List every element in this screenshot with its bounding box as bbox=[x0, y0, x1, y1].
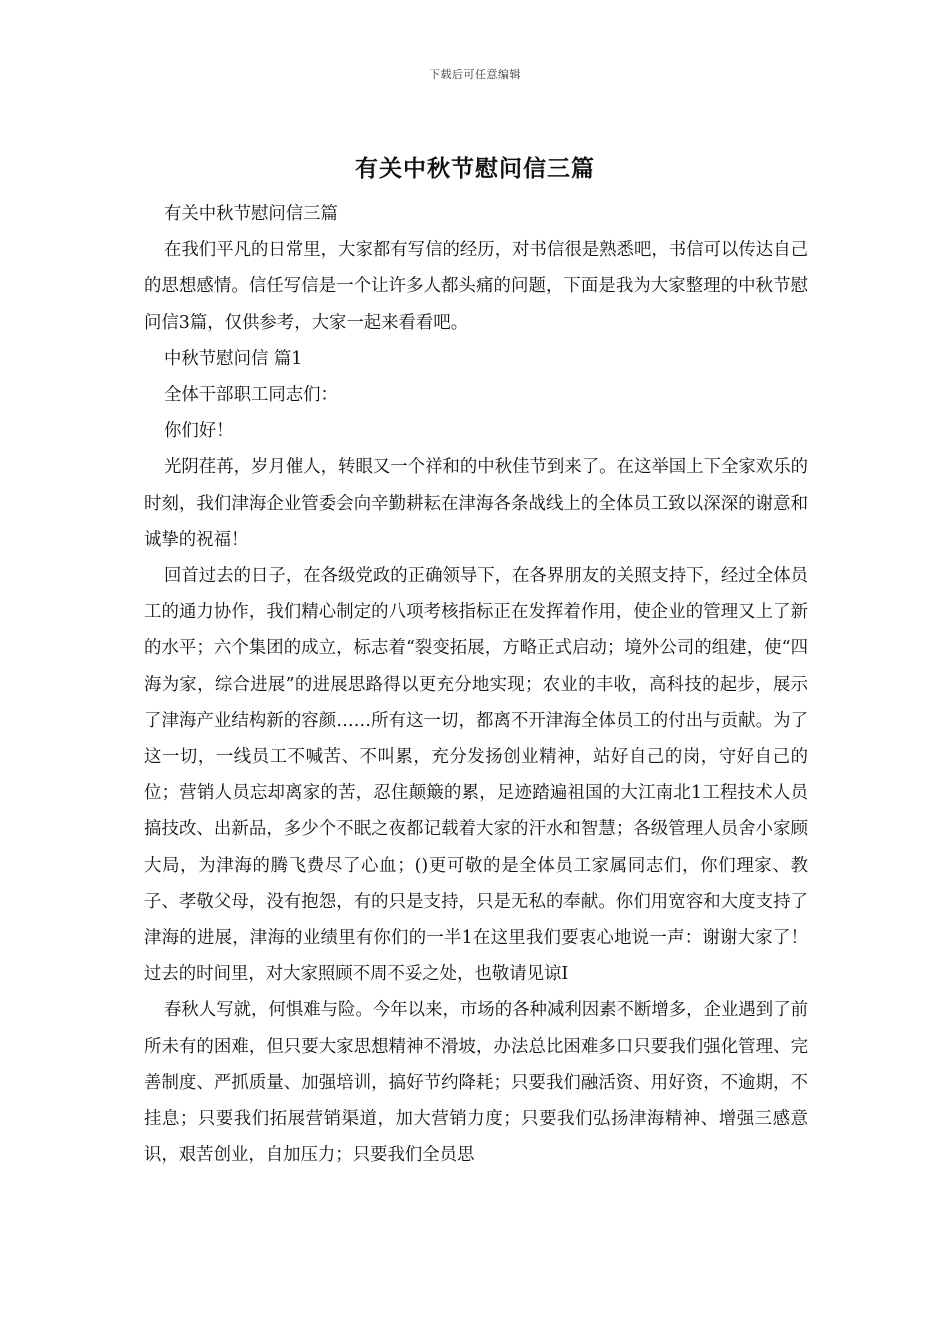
intro-paragraph: 在我们平凡的日常里，大家都有写信的经历，对书信很是熟悉吧，书信可以传达自己的思想感情。信任写信是一个让许多人都头痛的问题，下面是我为大家整理的中秋节慰问信3篇，仅供参考，大家一起来看看吧。 bbox=[144, 240, 808, 333]
body-paragraph: 光阴荏苒，岁月催人，转眼又一个祥和的中秋佳节到来了。在这举国上下全家欢乐的时刻，我们津海企业管委会向辛勤耕耘在津海各条战线上的全体员工致以深深的谢意和诚挚的祝福！ bbox=[144, 457, 808, 550]
section-heading: 中秋节慰问信 篇1 bbox=[164, 348, 303, 369]
salutation: 全体干部职工同志们： bbox=[164, 385, 338, 406]
subtitle-paragraph: 有关中秋节慰问信三篇 bbox=[164, 204, 338, 224]
document-body bbox=[144, 196, 808, 1173]
download-note: 下载后可任意编辑 bbox=[429, 68, 521, 81]
body-paragraph: 回首过去的日子，在各级党政的正确领导下，在各界朋友的关照支持下，经过全体员工的通力协作，我们精心制定的八项考核指标正在发挥着作用，使企业的管理又上了新的水平；六个集团的成立，标志着“裂变拓展，方略正式启动；境外公司的组建，使“四海为家，综合进展”的进展思路得以更充分地实现；农业的丰收，高科技的起步，展示了津海产业结构新的容颜……所有这一切，都离不开津海全体员工的付出与贡献。为了这一切，一线员工不喊苦、不叫累，充分发扬创业精神，站好自己的岗，守好自己的位；营销人员忘却离家的苦，忍住颠簸的累，足迹踏遍祖国的大江南北1工程技术人员搞技改、出新品，多少个不眠之夜都记载着大家的汗水和智慧；各级管理人员舍小家顾大局，为津海的腾飞费尽了心血；()更可敬的是全体员工家属同志们，你们理家、教子、孝敬父母，没有抱怨，有的只是支持，只是无私的奉献。你们用宽容和大度支持了津海的进展，津海的业绩里有你们的一半1在这里我们要衷心地说一声：谢谢大家了！过去的时间里，对大家照顾不周不妥之处，也敬请见谅I bbox=[144, 566, 808, 985]
body-paragraph: 春秋人写就，何惧难与险。今年以来，市场的各种减利因素不断增多，企业遇到了前所未有的困难，但只要大家思想精神不滑坡，办法总比困难多口只要我们强化管理、完善制度、严抓质量、加强培训，搞好节约降耗；只要我们融活资、用好资，不逾期，不挂息；只要我们拓展营销渠道，加大营销力度；只要我们弘扬津海精神、增强三感意识，艰苦创业，自加压力；只要我们全员思 bbox=[144, 1000, 808, 1166]
document-title: 有关中秋节慰问信三篇 bbox=[355, 155, 595, 182]
greeting: 你们好！ bbox=[164, 421, 234, 442]
